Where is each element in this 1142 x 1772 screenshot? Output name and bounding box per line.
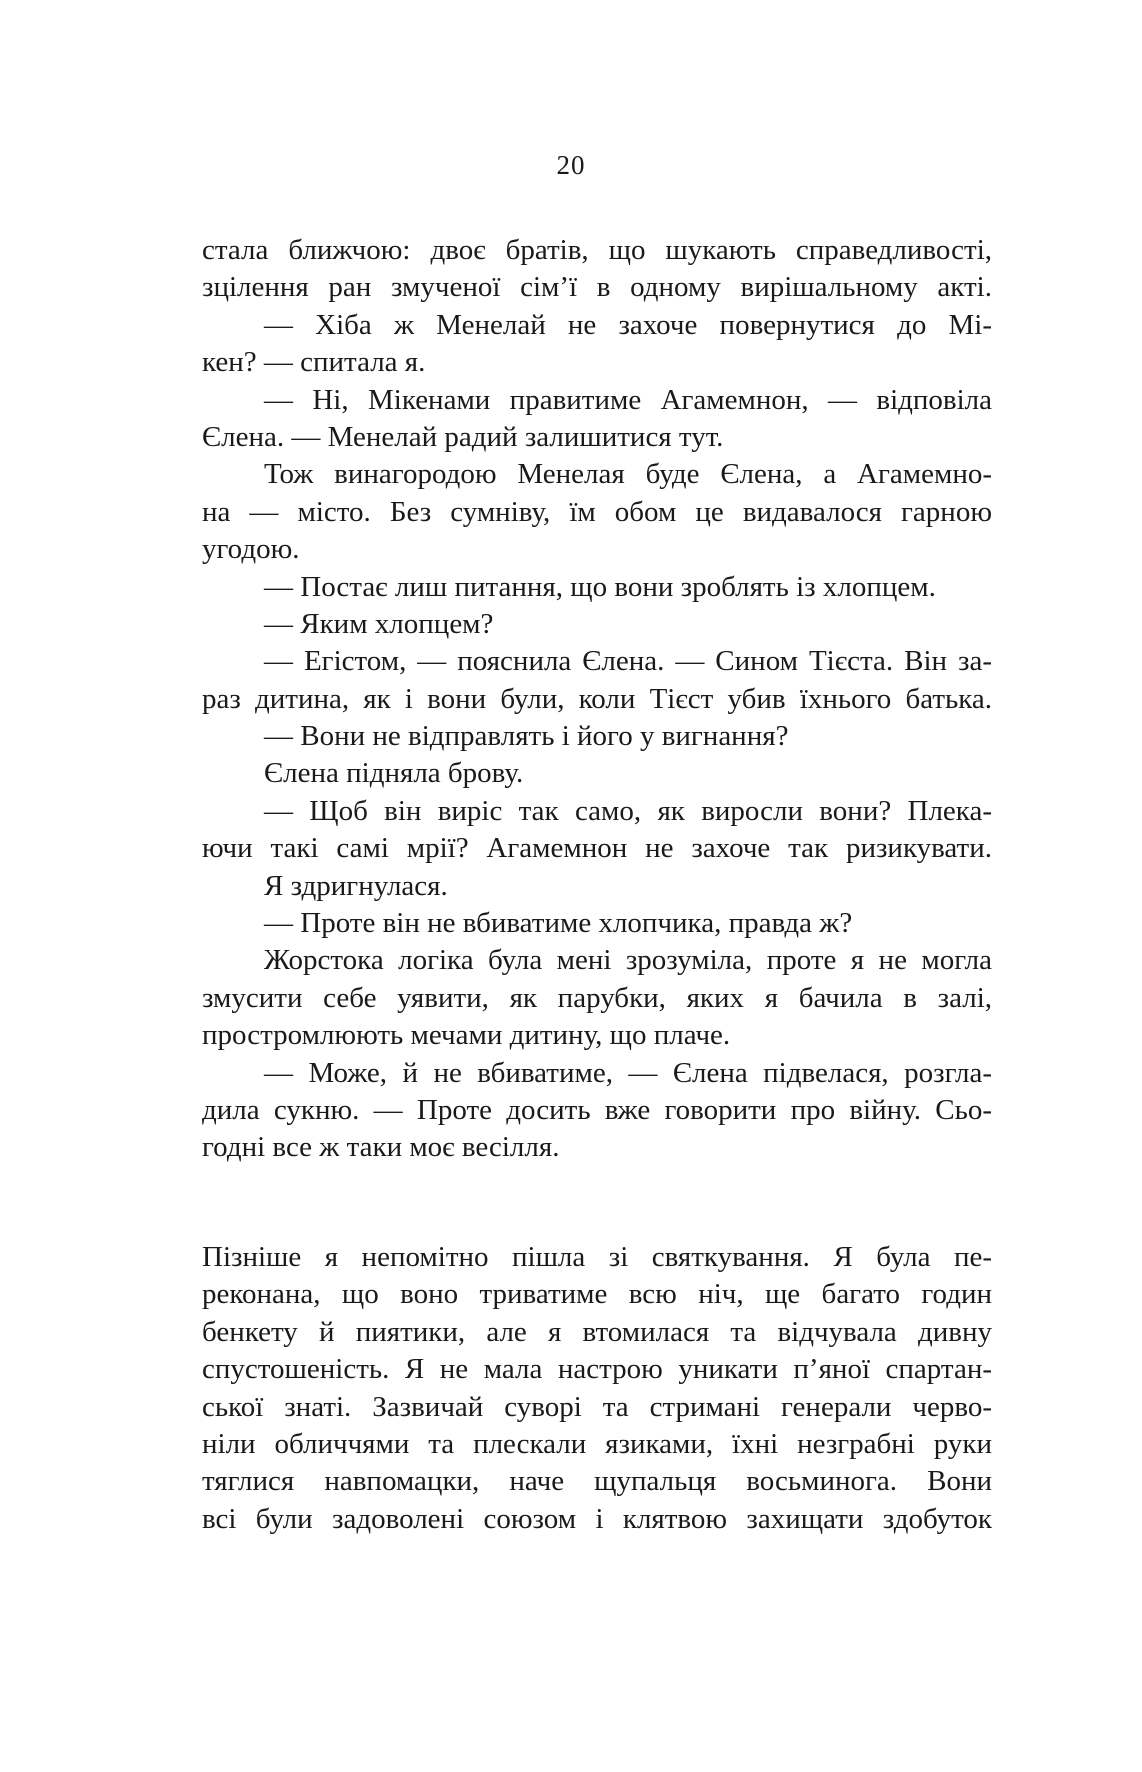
text-line: Жорстока логіка була мені зрозуміла, проте я не могла [264, 944, 992, 977]
text-line: реконана, що воно триватиме всю ніч, ще багато годин [202, 1278, 992, 1311]
text-line: Єлена підняла брову. [264, 757, 524, 790]
text-line: — Егістом, — пояснила Єлена. — Сином Тієста. Він за- [264, 645, 992, 678]
text-line: тяглися навпомацки, наче щупальця восьминога. Вони [202, 1465, 992, 1498]
text-line: годні все ж таки моє весілля. [202, 1131, 560, 1164]
page-number: 20 [556, 150, 586, 180]
text-line: змусити себе уявити, як парубки, яких я бачила в залі, [202, 981, 992, 1014]
text-line: стала ближчою: двоє братів, що шукають справедливості, [202, 234, 992, 266]
text-line: простромлюють мечами дитину, що плаче. [202, 1019, 731, 1052]
passage-2 [202, 1239, 992, 1538]
text-line: Тож винагородою Менелая буде Єлена, а Агамемно- [264, 458, 992, 491]
text-line: ніли обличчями та плескали язиками, їхні незграбні руки [202, 1427, 992, 1460]
text-line: — Хіба ж Менелай не захоче повернутися до Мі- [264, 308, 992, 341]
text-line: Пізніше я непомітно пішла зі святкування. Я була пе- [202, 1241, 992, 1273]
text-line: — Проте він не вбиватиме хлопчика, правда ж? [264, 907, 853, 940]
text-line: дила сукню. — Проте досить вже говорити про війну. Сьо- [202, 1093, 992, 1126]
text-line: — Яким хлопцем? [264, 607, 494, 640]
text-line: зцілення ран змученої сім’ї в одному вирішальному акті. [202, 271, 992, 304]
text-line: всі були задоволені союзом і клятвою захищати здобуток [202, 1502, 992, 1535]
text-line: бенкету й пиятики, але я втомилася та відчувала дивну [202, 1315, 992, 1348]
passage-1 [202, 232, 992, 1167]
text-line: кен? — спитала я. [202, 346, 426, 379]
text-line: — Вони не відправлять і його у вигнання? [264, 720, 789, 753]
text-line: Єлена. — Менелай радий залишитися тут. [202, 420, 724, 453]
text-line: — Ні, Мікенами правитиме Агамемнон, — відповіла [264, 383, 992, 416]
text-line: — Щоб він виріс так само, як виросли вони? Плека- [264, 794, 992, 827]
text-line: на — місто. Без сумніву, їм обом це видавалося гарною [202, 495, 992, 528]
text-line: спустошеність. Я не мала настрою уникати п’яної спартан- [202, 1353, 992, 1386]
text-line: Я здригнулася. [264, 869, 448, 902]
text-line: угодою. [202, 533, 300, 566]
text-line: — Постає лиш питання, що вони зроблять із хлопцем. [264, 570, 936, 603]
text-line: ської знаті. Зазвичай суворі та стримані генерали черво- [202, 1390, 992, 1423]
text-line: ючи такі самі мрії? Агамемнон не захоче так ризикувати. [202, 832, 992, 865]
text-line: раз дитина, як і вони були, коли Тієст убив їхнього батька. [202, 682, 992, 715]
text-line: — Може, й не вбиватиме, — Єлена підвелася, розгла- [264, 1056, 992, 1089]
